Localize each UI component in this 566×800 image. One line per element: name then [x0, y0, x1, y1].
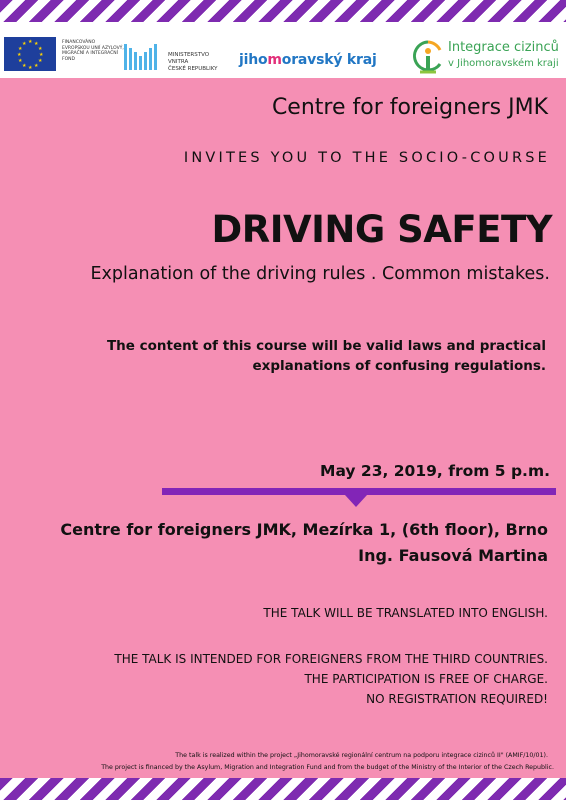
footer-funding-line: The project is financed by the Asylum, Migration and Integration Fund and from the budget of the Ministry of the Interior of the Czech Republic. — [101, 764, 554, 771]
integration-title: Integrace cizinců — [448, 40, 559, 55]
audience-note: THE TALK IS INTENDED FOR FOREIGNERS FROM THE THIRD COUNTRIES. — [114, 652, 548, 666]
registration-note: NO REGISTRATION REQUIRED! — [366, 692, 548, 706]
footer-project-line: The talk is realized within the project „Jihomoravské regionální centrum na podporu integrace cizinců II" (AMIF/10/01). — [175, 752, 548, 759]
event-speaker: Ing. Fausová Martina — [358, 546, 548, 565]
course-subtitle: Explanation of the driving rules . Common mistakes. — [90, 264, 550, 284]
integration-logo-icon — [412, 38, 444, 82]
ministry-logo-icon — [124, 42, 162, 72]
bottom-stripe-border — [0, 778, 566, 800]
ministry-text: MINISTERSTVO VNITRA ČESKÉ REPUBLIKY — [168, 52, 218, 72]
eu-flag-icon: ★ ★ ★ ★ ★ ★ ★ ★ ★ ★ ★ ★ — [4, 37, 56, 71]
top-stripe-border — [0, 0, 566, 22]
region-logo: jihomoravský kraj — [239, 52, 377, 68]
divider-bar — [162, 488, 556, 495]
translation-note: THE TALK WILL BE TRANSLATED INTO ENGLISH. — [263, 606, 548, 620]
course-title: DRIVING SAFETY — [211, 208, 552, 251]
eu-funding-text: FINANCOVÁNO EVROPSKOU UNIÍ AZYLOVÝ, MIGRAČNÍ A INTEGRAČNÍ FOND — [62, 40, 124, 62]
divider-arrow-icon — [345, 495, 367, 507]
integration-subtitle: v Jihomoravském kraji — [448, 58, 559, 69]
course-description-line-1: The content of this course will be valid laws and practical — [106, 338, 546, 354]
invitation-line: INVITES YOU TO THE SOCIO-COURSE — [183, 150, 550, 166]
course-description-line-2: explanations of confusing regulations. — [252, 358, 546, 374]
logo-bar — [0, 22, 566, 78]
free-of-charge-note: THE PARTICIPATION IS FREE OF CHARGE. — [304, 672, 548, 686]
event-date: May 23, 2019, from 5 p.m. — [320, 462, 550, 480]
organizer-heading: Centre for foreigners JMK — [271, 95, 548, 120]
event-venue: Centre for foreigners JMK, Mezírka 1, (6th floor), Brno — [60, 520, 548, 539]
